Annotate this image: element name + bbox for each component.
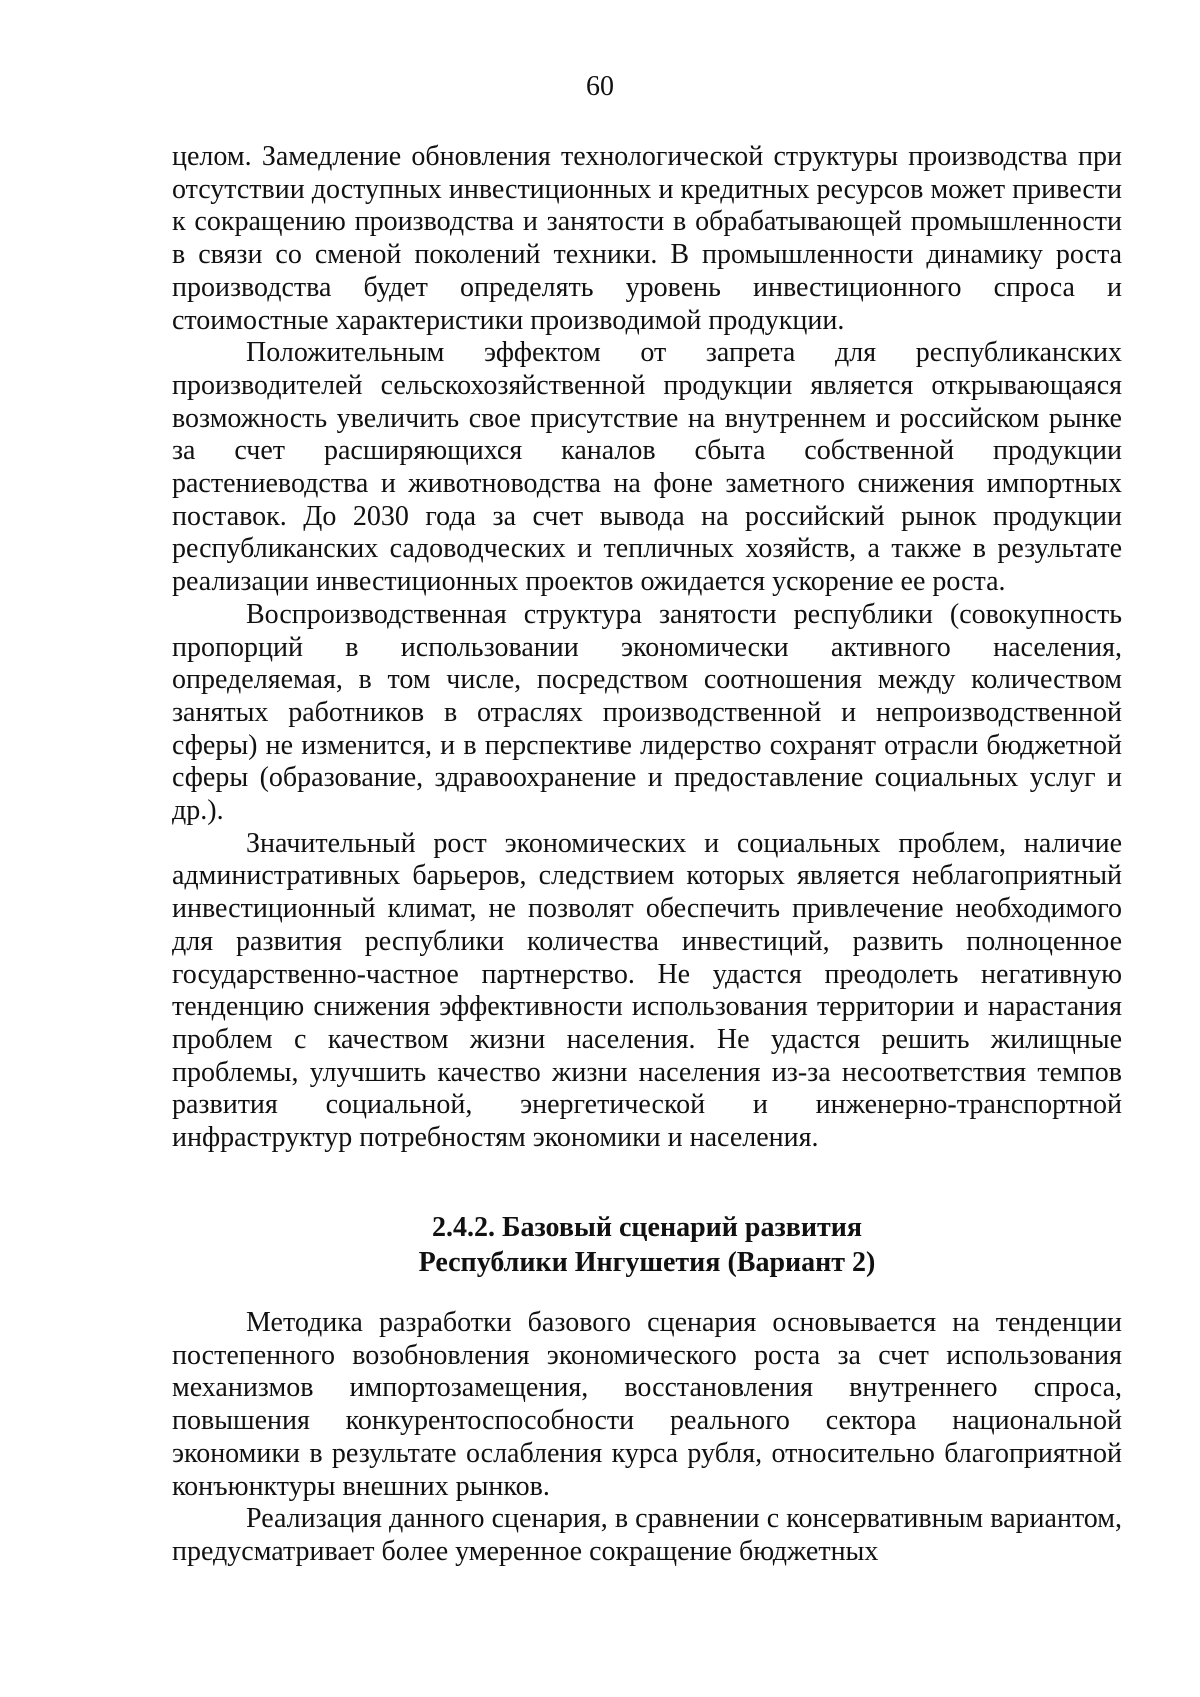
- body-text-lower: [172, 1307, 1122, 1569]
- body-text-upper: [172, 141, 1122, 1155]
- paragraph: Значительный рост экономических и социальных проблем, наличие административных барьеров, следствием которых является неблагоприятный инвестиционный климат, не позволят обеспечить привлечение необходимого для развития республики количества инвестиций, развить полноценное государственно-частное партнерство. Не удастся преодолеть негативную тенденцию снижения эффективности использования территории и нарастания проблем с качеством жизни населения. Не удастся решить жилищные проблемы, улучшить качество жизни населения из-за несоответствия темпов развития социальной, энергетической и инженерно-транспортной инфраструктур потребностям экономики и населения.: [172, 827, 1122, 1154]
- paragraph: Реализация данного сценария, в сравнении с консервативным вариантом, предусматривает более умеренное сокращение бюджетных: [172, 1503, 1122, 1567]
- section-heading-line-1: 2.4.2. Базовый сценарий развития: [431, 1212, 863, 1243]
- paragraph: Положительным эффектом от запрета для республиканских производителей сельскохозяйственной продукции является открывающаяся возможность увеличить свое присутствие на внутреннем и российском рынке за счет расширяющихся каналов сбыта собственной продукции растениеводства и животноводства на фоне заметного снижения импортных поставок. До 2030 года за счет вывода на российский рынок продукции республиканских садоводческих и тепличных хозяйств, а также в результате реализации инвестиционных проектов ожидается ускорение ее роста.: [172, 337, 1122, 598]
- section-heading: [172, 1210, 1122, 1280]
- page-number: 60: [586, 71, 614, 102]
- paragraph: целом. Замедление обновления технологической структуры производства при отсутствии доступных инвестиционных и кредитных ресурсов может привести к сокращению производства и занятости в обрабатывающей промышленности в связи со сменой поколений техники. В промышленности динамику роста производства будет определять уровень инвестиционного спроса и стоимостные характеристики производимой продукции.: [172, 141, 1122, 336]
- section-heading-line-2: Республики Ингушетия (Вариант 2): [418, 1247, 876, 1278]
- paragraph: Воспроизводственная структура занятости республики (совокупность пропорций в использовании экономически активного населения, определяемая, в том числе, посредством соотношения между количеством занятых работников в отраслях производственной и непроизводственной сферы) не изменится, и в перспективе лидерство сохранят отрасли бюджетной сферы (образование, здравоохранение и предоставление социальных услуг и др.).: [172, 598, 1122, 827]
- paragraph: Методика разработки базового сценария основывается на тенденции постепенного возобновления экономического роста за счет использования механизмов импортозамещения, восстановления внутреннего спроса, повышения конкурентоспособности реального сектора национальной экономики в результате ослабления курса рубля, относительно благоприятной конъюнктуры внешних рынков.: [172, 1307, 1122, 1502]
